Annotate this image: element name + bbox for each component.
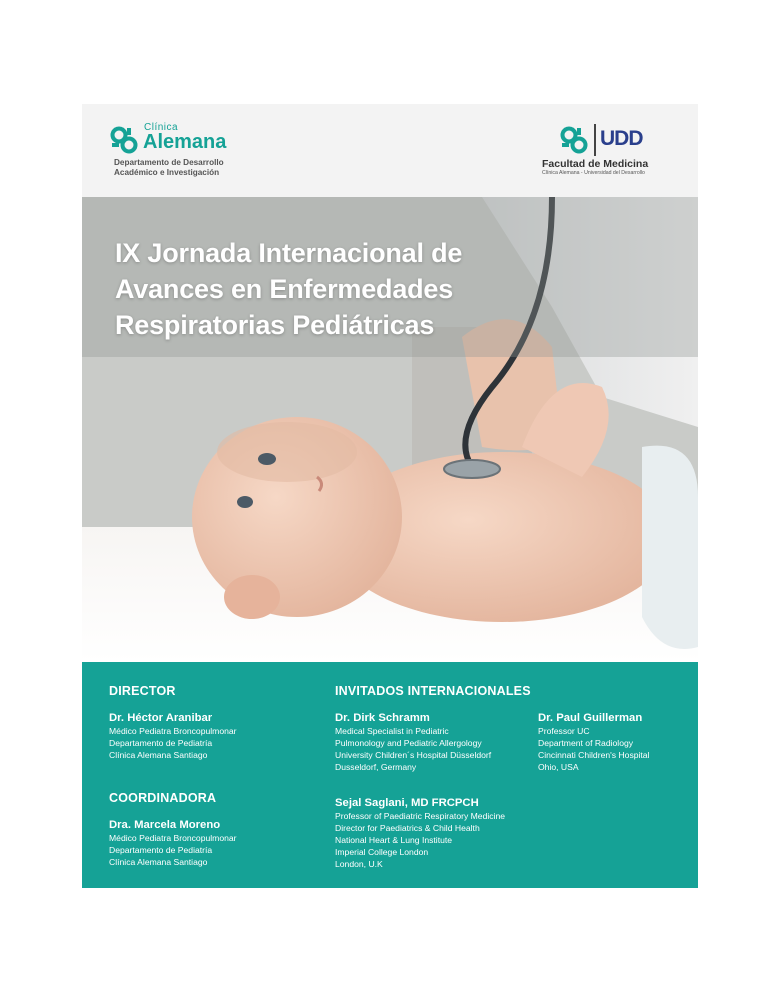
guest-info	[538, 711, 650, 773]
udd-alemana-mark-icon	[558, 124, 590, 156]
logo-clinica-text: Clínica	[144, 122, 179, 133]
coordinadora-heading: COORDINADORA	[109, 791, 217, 805]
coordinadora-name: Dra. Marcela Moreno	[109, 819, 221, 831]
director-info	[109, 711, 237, 761]
clinica-alemana-mark-icon	[108, 124, 140, 156]
hero-photo	[82, 197, 698, 662]
guest-name: Dr. Paul Guillerman	[538, 712, 643, 724]
logo-alemana-text: Alemana	[143, 131, 227, 153]
guest-line: Imperial College London	[335, 847, 429, 857]
header-bar	[82, 104, 698, 197]
director-heading: DIRECTOR	[109, 684, 176, 698]
udd-wordmark: UDD	[600, 127, 643, 150]
coordinadora-line: Departamento de Pediatría	[109, 845, 213, 855]
title-line-3: Respiratorias Pediátricas	[115, 310, 435, 340]
guest-line: Director for Paediatrics & Child Health	[335, 823, 480, 833]
coordinadora-info	[109, 818, 237, 868]
guest-line: Department of Radiology	[538, 738, 634, 748]
guest-line: Pulmonology and Pediatric Allergology	[335, 738, 482, 748]
event-title	[115, 235, 565, 343]
guest-line: Cincinnati Children's Hospital	[538, 750, 650, 760]
guest-line: London, U.K	[335, 859, 383, 869]
director-name: Dr. Héctor Aranibar	[109, 712, 213, 724]
guest-name: Sejal Saglani, MD FRCPCH	[335, 797, 479, 809]
guest-line: University Children´s Hospital Düsseldorf	[335, 750, 492, 760]
guest-name: Dr. Dirk Schramm	[335, 712, 430, 724]
invitados-heading: INVITADOS INTERNACIONALES	[335, 684, 531, 698]
coordinadora-line: Médico Pediatra Broncopulmonar	[109, 833, 237, 843]
brochure-page	[82, 104, 698, 888]
guest-line: Medical Specialist in Pediatric	[335, 726, 449, 736]
udd-logo	[542, 120, 672, 180]
speakers-panel	[82, 662, 698, 888]
logo-department-text: Departamento de Desarrollo Académico e Investigación	[114, 158, 224, 177]
guest-line: Professor UC	[538, 726, 590, 736]
title-line-1: IX Jornada Internacional de	[115, 238, 463, 268]
title-line-2: Avances en Enfermedades	[115, 274, 454, 304]
facultad-subtitle: Clínica Alemana - Universidad del Desarrollo	[542, 170, 645, 176]
guest-line: Ohio, USA	[538, 762, 579, 772]
director-line: Médico Pediatra Broncopulmonar	[109, 726, 237, 736]
guest-line: Dusseldorf, Germany	[335, 762, 417, 772]
logo-divider	[594, 124, 596, 156]
guest-info	[335, 796, 505, 870]
clinica-alemana-logo	[108, 120, 308, 180]
director-line: Departamento de Pediatría	[109, 738, 213, 748]
guest-info	[335, 711, 491, 773]
guest-line: National Heart & Lung Institute	[335, 835, 453, 845]
guest-line: Professor of Paediatric Respiratory Medicine	[335, 811, 506, 821]
facultad-text: Facultad de Medicina	[542, 158, 649, 170]
director-line: Clínica Alemana Santiago	[109, 750, 208, 760]
coordinadora-line: Clínica Alemana Santiago	[109, 857, 208, 867]
